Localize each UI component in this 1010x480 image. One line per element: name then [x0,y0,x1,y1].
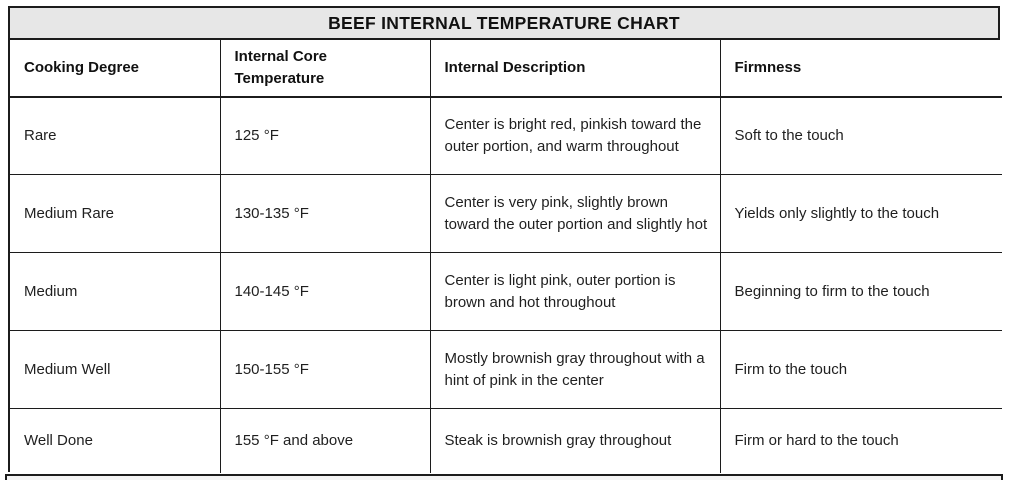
cell-firmness: Soft to the touch [720,97,1002,175]
cell-firmness: Yields only slightly to the touch [720,175,1002,253]
table-row-rare [10,97,1002,175]
cell-description: Center is very pink, slightly brown toward the outer portion and slightly hot [430,175,720,253]
cell-degree: Well Done [10,409,220,473]
cell-firmness: Firm to the touch [720,331,1002,409]
table-row-medium-rare [10,175,1002,253]
cell-temperature: 130-135 °F [220,175,430,253]
cell-description: Center is bright red, pinkish toward the outer portion, and warm throughout [430,97,720,175]
column-header-firmness: Firmness [720,40,1002,97]
cell-description: Steak is brownish gray throughout [430,409,720,473]
cell-description: Mostly brownish gray throughout with a hint of pink in the center [430,331,720,409]
cell-description: Center is light pink, outer portion is brown and hot throughout [430,253,720,331]
cell-temperature: 125 °F [220,97,430,175]
cell-degree: Medium Rare [10,175,220,253]
cell-temperature: 140-145 °F [220,253,430,331]
table-row-well-done [10,409,1002,473]
chart-title: BEEF INTERNAL TEMPERATURE CHART [10,8,998,40]
cell-degree: Rare [10,97,220,175]
table-header-row [10,40,1002,97]
cell-temperature: 150-155 °F [220,331,430,409]
cell-firmness: Firm or hard to the touch [720,409,1002,473]
column-header-internal-description: Internal Description [430,40,720,97]
table-row-medium [10,253,1002,331]
temperature-table [10,40,1002,473]
table-row-medium-well [10,331,1002,409]
cell-firmness: Beginning to firm to the touch [720,253,1002,331]
beef-temperature-chart [8,6,1000,472]
column-header-cooking-degree: Cooking Degree [10,40,220,97]
cell-temperature: 155 °F and above [220,409,430,473]
cell-degree: Medium [10,253,220,331]
cell-degree: Medium Well [10,331,220,409]
next-section-partial [5,474,1003,480]
column-header-internal-core-temperature: Internal Core Temperature [220,40,430,97]
